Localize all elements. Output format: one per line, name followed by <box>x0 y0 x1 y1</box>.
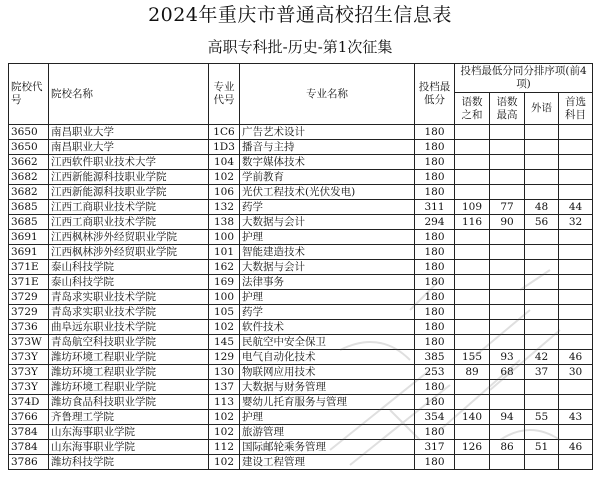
cell-first-choice: 46 <box>559 440 593 455</box>
cell-min-score: 180 <box>415 275 455 290</box>
cell-major-name: 旅游管理 <box>240 425 415 440</box>
cell-school-code: 3729 <box>9 290 49 305</box>
cell-min-score: 317 <box>415 440 455 455</box>
cell-foreign <box>525 320 559 335</box>
cell-major-name: 大数据与会计 <box>240 215 415 230</box>
cell-major-code: 138 <box>209 215 240 230</box>
cell-first-choice <box>559 275 593 290</box>
cell-major-code: 102 <box>209 455 240 470</box>
cell-min-score: 180 <box>415 455 455 470</box>
cell-school-code: 371E <box>9 260 49 275</box>
cell-major-code: 105 <box>209 305 240 320</box>
cell-major-name: 药学 <box>240 200 415 215</box>
cell-school-code: 3685 <box>9 215 49 230</box>
table-row <box>9 350 593 365</box>
header-yw-sum: 语数之和 <box>455 93 490 125</box>
cell-school-name: 江西新能源科技职业学院 <box>49 170 209 185</box>
cell-yw-max: 94 <box>490 410 525 425</box>
cell-yw-sum <box>455 380 490 395</box>
cell-major-name: 大数据与财务管理 <box>240 380 415 395</box>
cell-major-name: 播音与主持 <box>240 140 415 155</box>
cell-major-name: 数字媒体技术 <box>240 155 415 170</box>
cell-min-score: 180 <box>415 305 455 320</box>
cell-min-score: 180 <box>415 155 455 170</box>
cell-yw-max <box>490 380 525 395</box>
cell-school-code: 373W <box>9 335 49 350</box>
cell-yw-max <box>490 395 525 410</box>
cell-school-name: 江西新能源科技职业学院 <box>49 185 209 200</box>
cell-min-score: 180 <box>415 230 455 245</box>
cell-first-choice: 43 <box>559 410 593 425</box>
table-row <box>9 410 593 425</box>
cell-yw-sum <box>455 185 490 200</box>
cell-school-name: 南昌职业大学 <box>49 125 209 140</box>
cell-yw-sum <box>455 155 490 170</box>
cell-foreign <box>525 140 559 155</box>
cell-yw-sum <box>455 140 490 155</box>
cell-yw-max <box>490 140 525 155</box>
cell-major-code: 102 <box>209 410 240 425</box>
table-row <box>9 230 593 245</box>
table-row <box>9 275 593 290</box>
cell-foreign <box>525 395 559 410</box>
cell-school-code: 373Y <box>9 365 49 380</box>
cell-foreign <box>525 185 559 200</box>
table-row <box>9 260 593 275</box>
cell-yw-sum <box>455 305 490 320</box>
cell-yw-max: 86 <box>490 440 525 455</box>
cell-school-name: 江西枫林涉外经贸职业学院 <box>49 245 209 260</box>
cell-school-name: 潍坊科技学院 <box>49 455 209 470</box>
cell-major-name: 药学 <box>240 305 415 320</box>
cell-major-name: 护理 <box>240 410 415 425</box>
cell-min-score: 294 <box>415 215 455 230</box>
cell-school-name: 齐鲁理工学院 <box>49 410 209 425</box>
cell-major-code: 100 <box>209 230 240 245</box>
cell-foreign <box>525 245 559 260</box>
cell-foreign <box>525 290 559 305</box>
cell-first-choice <box>559 395 593 410</box>
cell-yw-sum <box>455 335 490 350</box>
cell-min-score: 180 <box>415 395 455 410</box>
cell-yw-sum <box>455 320 490 335</box>
cell-major-name: 广告艺术设计 <box>240 125 415 140</box>
cell-major-code: 106 <box>209 185 240 200</box>
cell-school-name: 江西枫林涉外经贸职业学院 <box>49 230 209 245</box>
table-row <box>9 155 593 170</box>
table-row <box>9 125 593 140</box>
cell-first-choice <box>559 335 593 350</box>
cell-min-score: 180 <box>415 245 455 260</box>
cell-yw-sum <box>455 260 490 275</box>
cell-first-choice <box>559 140 593 155</box>
cell-foreign: 37 <box>525 365 559 380</box>
cell-foreign <box>525 170 559 185</box>
cell-major-code: 102 <box>209 170 240 185</box>
table-row <box>9 320 593 335</box>
cell-yw-max <box>490 335 525 350</box>
cell-yw-max <box>490 230 525 245</box>
page-subtitle: 高职专科批-历史-第1次征集 <box>207 38 393 56</box>
cell-major-code: 137 <box>209 380 240 395</box>
table-row <box>9 200 593 215</box>
cell-major-code: 162 <box>209 260 240 275</box>
cell-first-choice <box>559 320 593 335</box>
cell-yw-max: 77 <box>490 200 525 215</box>
cell-school-code: 3691 <box>9 245 49 260</box>
cell-min-score: 180 <box>415 425 455 440</box>
cell-foreign <box>525 305 559 320</box>
cell-first-choice <box>559 230 593 245</box>
cell-school-name: 曲阜远东职业技术学院 <box>49 320 209 335</box>
cell-min-score: 180 <box>415 170 455 185</box>
cell-school-code: 3691 <box>9 230 49 245</box>
cell-yw-sum <box>455 125 490 140</box>
cell-min-score: 180 <box>415 125 455 140</box>
header-school-code: 院校代号 <box>9 64 49 125</box>
table-row <box>9 290 593 305</box>
cell-yw-max <box>490 260 525 275</box>
cell-major-code: 104 <box>209 155 240 170</box>
cell-foreign <box>525 335 559 350</box>
cell-school-name: 潍坊食品科技职业学院 <box>49 395 209 410</box>
cell-min-score: 253 <box>415 365 455 380</box>
cell-major-name: 大数据与会计 <box>240 260 415 275</box>
cell-foreign: 56 <box>525 215 559 230</box>
cell-major-code: 113 <box>209 395 240 410</box>
cell-major-code: 102 <box>209 320 240 335</box>
header-major-name: 专业名称 <box>240 64 415 125</box>
cell-first-choice <box>559 380 593 395</box>
cell-major-name: 护理 <box>240 230 415 245</box>
cell-major-name: 软件技术 <box>240 320 415 335</box>
cell-yw-max: 93 <box>490 350 525 365</box>
cell-major-code: 132 <box>209 200 240 215</box>
cell-yw-sum: 126 <box>455 440 490 455</box>
cell-foreign <box>525 260 559 275</box>
cell-yw-sum <box>455 275 490 290</box>
cell-school-name: 青岛求实职业技术学院 <box>49 305 209 320</box>
cell-first-choice <box>559 155 593 170</box>
table-row <box>9 305 593 320</box>
table-row <box>9 140 593 155</box>
cell-major-name: 法律事务 <box>240 275 415 290</box>
cell-first-choice <box>559 305 593 320</box>
header-min-score: 投档最低分 <box>415 64 455 125</box>
cell-major-name: 智能建造技术 <box>240 245 415 260</box>
cell-major-name: 民航空中安全保卫 <box>240 335 415 350</box>
cell-yw-sum <box>455 170 490 185</box>
cell-school-name: 潍坊环境工程职业学院 <box>49 350 209 365</box>
cell-first-choice <box>559 425 593 440</box>
cell-school-code: 373Y <box>9 350 49 365</box>
cell-school-code: 373Y <box>9 380 49 395</box>
cell-first-choice <box>559 260 593 275</box>
cell-first-choice <box>559 125 593 140</box>
cell-yw-sum <box>455 290 490 305</box>
cell-yw-sum <box>455 425 490 440</box>
cell-foreign <box>525 155 559 170</box>
cell-major-code: 1D3 <box>209 140 240 155</box>
cell-school-name: 潍坊环境工程职业学院 <box>49 365 209 380</box>
cell-foreign: 42 <box>525 350 559 365</box>
cell-yw-max <box>490 275 525 290</box>
cell-school-name: 青岛航空科技职业学院 <box>49 335 209 350</box>
cell-major-name: 国际邮轮乘务管理 <box>240 440 415 455</box>
cell-yw-sum <box>455 455 490 470</box>
table-row <box>9 365 593 380</box>
cell-school-name: 江西软件职业技术大学 <box>49 155 209 170</box>
cell-yw-max <box>490 170 525 185</box>
cell-major-name: 护理 <box>240 290 415 305</box>
cell-foreign: 48 <box>525 200 559 215</box>
cell-school-name: 潍坊环境工程职业学院 <box>49 380 209 395</box>
cell-school-name: 南昌职业大学 <box>49 140 209 155</box>
cell-yw-max <box>490 155 525 170</box>
cell-yw-max <box>490 125 525 140</box>
cell-foreign <box>525 455 559 470</box>
cell-min-score: 180 <box>415 320 455 335</box>
cell-school-code: 3729 <box>9 305 49 320</box>
cell-school-name: 山东海事职业学院 <box>49 440 209 455</box>
cell-foreign: 55 <box>525 410 559 425</box>
cell-school-code: 3766 <box>9 410 49 425</box>
cell-yw-max <box>490 455 525 470</box>
cell-school-code: 3650 <box>9 140 49 155</box>
cell-yw-max <box>490 305 525 320</box>
cell-yw-sum: 109 <box>455 200 490 215</box>
cell-first-choice: 46 <box>559 350 593 365</box>
cell-yw-max: 90 <box>490 215 525 230</box>
cell-first-choice <box>559 455 593 470</box>
cell-min-score: 180 <box>415 185 455 200</box>
cell-yw-max <box>490 245 525 260</box>
cell-yw-sum: 89 <box>455 365 490 380</box>
cell-major-code: 102 <box>209 425 240 440</box>
cell-min-score: 385 <box>415 350 455 365</box>
cell-first-choice: 30 <box>559 365 593 380</box>
cell-school-code: 3784 <box>9 425 49 440</box>
cell-school-code: 3786 <box>9 455 49 470</box>
cell-first-choice: 44 <box>559 200 593 215</box>
cell-major-code: 101 <box>209 245 240 260</box>
cell-yw-max: 68 <box>490 365 525 380</box>
cell-yw-sum <box>455 245 490 260</box>
cell-major-name: 电气自动化技术 <box>240 350 415 365</box>
table-row <box>9 455 593 470</box>
cell-major-name: 婴幼儿托育服务与管理 <box>240 395 415 410</box>
cell-major-code: 129 <box>209 350 240 365</box>
cell-school-name: 青岛求实职业技术学院 <box>49 290 209 305</box>
cell-yw-sum: 140 <box>455 410 490 425</box>
cell-school-name: 泰山科技学院 <box>49 275 209 290</box>
table-row <box>9 395 593 410</box>
cell-foreign <box>525 125 559 140</box>
cell-major-name: 光伏工程技术(光伏发电) <box>240 185 415 200</box>
cell-school-name: 泰山科技学院 <box>49 260 209 275</box>
header-major-code: 专业代号 <box>209 64 240 125</box>
cell-major-code: 100 <box>209 290 240 305</box>
cell-foreign <box>525 425 559 440</box>
cell-major-code: 1C6 <box>209 125 240 140</box>
table-row <box>9 425 593 440</box>
table-body <box>9 125 593 470</box>
cell-foreign <box>525 275 559 290</box>
admission-table <box>8 63 593 470</box>
cell-school-name: 山东海事职业学院 <box>49 425 209 440</box>
cell-min-score: 180 <box>415 335 455 350</box>
cell-school-code: 3682 <box>9 170 49 185</box>
cell-first-choice <box>559 290 593 305</box>
cell-foreign: 51 <box>525 440 559 455</box>
cell-min-score: 311 <box>415 200 455 215</box>
cell-school-code: 3736 <box>9 320 49 335</box>
cell-major-code: 112 <box>209 440 240 455</box>
header-foreign: 外语 <box>525 93 559 125</box>
table-row <box>9 170 593 185</box>
cell-school-code: 371E <box>9 275 49 290</box>
cell-first-choice <box>559 185 593 200</box>
cell-school-code: 3682 <box>9 185 49 200</box>
cell-major-name: 学前教育 <box>240 170 415 185</box>
cell-first-choice: 32 <box>559 215 593 230</box>
cell-yw-max <box>490 290 525 305</box>
cell-school-code: 374D <box>9 395 49 410</box>
cell-first-choice <box>559 170 593 185</box>
header-yw-max: 语数最高 <box>490 93 525 125</box>
cell-min-score: 354 <box>415 410 455 425</box>
cell-school-code: 3685 <box>9 200 49 215</box>
table-row <box>9 215 593 230</box>
page-title: 2024年重庆市普通高校招生信息表 <box>148 4 452 26</box>
cell-major-code: 145 <box>209 335 240 350</box>
cell-yw-sum <box>455 395 490 410</box>
cell-yw-sum: 116 <box>455 215 490 230</box>
table-row <box>9 335 593 350</box>
cell-major-name: 物联网应用技术 <box>240 365 415 380</box>
header-first-choice: 首选科目 <box>559 93 593 125</box>
cell-min-score: 180 <box>415 290 455 305</box>
cell-major-name: 建设工程管理 <box>240 455 415 470</box>
cell-min-score: 180 <box>415 380 455 395</box>
cell-foreign <box>525 380 559 395</box>
cell-min-score: 180 <box>415 140 455 155</box>
cell-major-code: 169 <box>209 275 240 290</box>
cell-yw-max <box>490 425 525 440</box>
cell-min-score: 180 <box>415 260 455 275</box>
table-row <box>9 380 593 395</box>
cell-yw-max <box>490 320 525 335</box>
cell-school-name: 江西工商职业技术学院 <box>49 200 209 215</box>
cell-yw-sum: 155 <box>455 350 490 365</box>
cell-school-name: 江西工商职业技术学院 <box>49 215 209 230</box>
cell-yw-sum <box>455 230 490 245</box>
table-row <box>9 185 593 200</box>
cell-major-code: 130 <box>209 365 240 380</box>
cell-school-code: 3662 <box>9 155 49 170</box>
cell-foreign <box>525 230 559 245</box>
cell-yw-max <box>490 185 525 200</box>
table-row <box>9 440 593 455</box>
cell-first-choice <box>559 245 593 260</box>
cell-school-code: 3784 <box>9 440 49 455</box>
table-row <box>9 245 593 260</box>
header-tie-group: 投档最低分同分排序项(前4项) <box>455 64 593 93</box>
cell-school-code: 3650 <box>9 125 49 140</box>
header-school-name: 院校名称 <box>49 64 209 125</box>
